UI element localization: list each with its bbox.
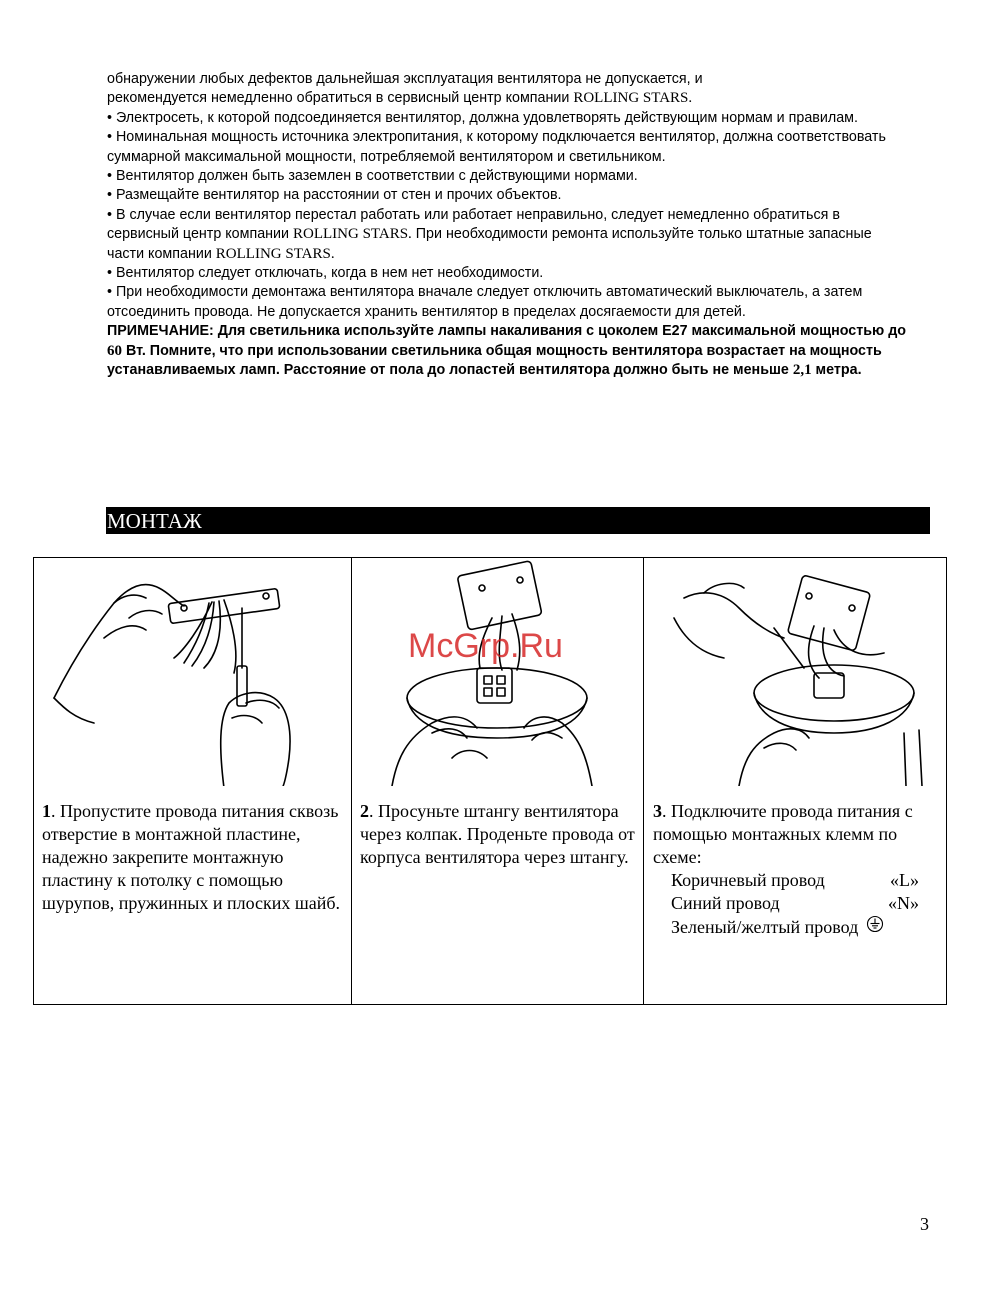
intro-line: обнаружении любых дефектов дальнейшая эксплуатация вентилятора не допускается, и xyxy=(107,71,703,87)
service-text: • В случае если вентилятор перестал работать или работает неправильно, следует немедленно обратиться в сервисный центр компании xyxy=(107,206,840,243)
safety-text xyxy=(107,70,907,381)
bullet-dismantle: • При необходимости демонтажа вентилятора вначале следует отключить автоматический выключатель, а затем отсоединить провода. Не допускается хранить вентилятор в пределах досягаемости для детей. xyxy=(107,284,863,320)
note-text: Вт. Помните, что при использовании светильника общая мощность вентилятора возрастает на мощность устанавливаемых ламп. Расстояние от пола до лопастей вентилятора должно быть не меньше xyxy=(107,342,882,379)
step-3-caption xyxy=(644,786,946,939)
step-number: 1 xyxy=(42,801,51,821)
step-3-cell xyxy=(644,558,947,1005)
step-2-cell xyxy=(352,558,644,1005)
installation-steps xyxy=(33,557,947,1005)
brand-name: ROLLING STARS. xyxy=(573,90,693,107)
bullet-service xyxy=(107,206,907,264)
bullet-placement: • Размещайте вентилятор на расстоянии от стен и прочих объектов. xyxy=(107,187,562,204)
brand-name: ROLLING STARS. xyxy=(215,245,335,262)
watermark: McGrp.Ru xyxy=(408,627,563,665)
intro-line xyxy=(107,89,907,108)
step-1-caption xyxy=(34,786,351,915)
step-3-illustration xyxy=(644,558,946,786)
step-1-cell xyxy=(34,558,352,1005)
wire-row-brown xyxy=(671,869,919,892)
wire-name: Зеленый/желтый провод xyxy=(671,916,859,937)
step-3-intro xyxy=(653,800,938,869)
step-2-caption xyxy=(352,786,643,869)
page-number: 3 xyxy=(920,1214,929,1234)
wire-terminal: «N» xyxy=(888,893,919,913)
wire-name: Синий провод xyxy=(671,893,780,913)
step-2-illustration xyxy=(352,558,643,786)
step-1-illustration xyxy=(34,558,351,786)
note-text: ПРИМЕЧАНИЕ: Для светильника используйте лампы накаливания с цоколем Е27 максимальной мощностью до xyxy=(107,323,907,340)
step-number: 2 xyxy=(360,801,369,821)
step-text: . Пропустите провода питания сквозь отверстие в монтажной пластине, надежно закрепите монтажную пластину к потолку с помощью шурупов, пружинных и плоских шайб. xyxy=(42,801,341,913)
earth-ground-icon xyxy=(866,915,884,939)
note-height: 2,1 xyxy=(792,362,812,379)
wire-name: Коричневый провод xyxy=(671,870,825,890)
step-text: . Просуньте штангу вентилятора через колпак. Проденьте провода от корпуса вентилятора через штангу. xyxy=(360,801,635,867)
downrod-canopy-drawing xyxy=(352,558,644,786)
section-title: МОНТАЖ xyxy=(106,507,930,534)
mounting-plate-drawing xyxy=(34,558,352,786)
bullet-network: • Электросеть, к которой подсоединяется вентилятор, должна удовлетворять действующим нормам и правилам. xyxy=(107,109,858,126)
note-text: метра. xyxy=(811,362,862,379)
wire-row-blue xyxy=(671,892,919,915)
bullet-power: • Номинальная мощность источника электропитания, к которому подключается вентилятор, должна соответствовать суммарной максимальной мощности, потребляемой вентилятором и светильником. xyxy=(107,129,886,165)
step-text: . Подключите провода питания с помощью монтажных клемм по схеме: xyxy=(653,801,913,867)
bullet-switch-off: • Вентилятор следует отключать, когда в нем нет необходимости. xyxy=(107,265,544,282)
wiring-connection-drawing xyxy=(644,558,947,786)
wire-row-earth xyxy=(671,915,938,939)
intro-text: рекомендуется немедленно обратиться в сервисный центр компании xyxy=(107,90,574,107)
wire-terminal: «L» xyxy=(890,870,919,890)
note-watts: 60 xyxy=(107,342,122,359)
bullet-grounding: • Вентилятор должен быть заземлен в соответствии с действующими нормами. xyxy=(107,168,638,185)
wiring-scheme xyxy=(671,869,938,939)
note-paragraph xyxy=(107,322,907,380)
brand-name: ROLLING STARS. xyxy=(293,226,412,243)
step-number: 3 xyxy=(653,801,662,821)
service-text: При необходимости ремонта используйте только штатные запасные части компании xyxy=(107,226,872,262)
